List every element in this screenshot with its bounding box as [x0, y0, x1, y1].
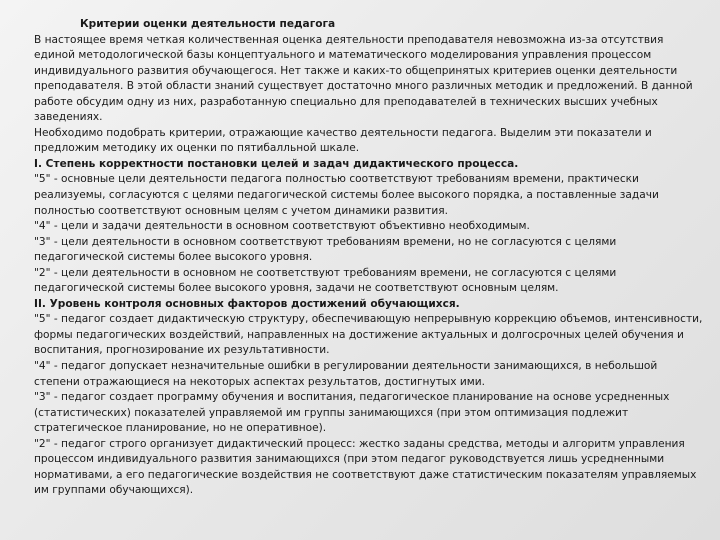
intro-paragraph: Необходимо подобрать критерии, отражающие качество деятельности педагога. Выделим эти показатели и предложим методику их оценки по пятибалльной шкале. — [34, 126, 652, 155]
criterion-item: "3" - педагог создает программу обучения и воспитания, педагогическое планирование на основе усредненных (статистических) показателей управляемой им группы занимающихся (при этом оптимизация подлежит стратегическое планирование, но не оперативное). — [34, 391, 670, 435]
document-title: Критерии оценки деятельности педагога — [80, 18, 336, 30]
criterion-item: "4" - цели и задачи деятельности в основном соответствуют объективно необходимым. — [34, 220, 530, 233]
criterion-item: "2" - педагог строго организует дидактический процесс: жестко заданы средства, методы и алгоритм управления процессом индивидуального развития занимающихся (при этом педагог руководствуется лишь усредненными нормативами, а его педагогические воздействия не соответствуют даже статистическим показателям управляемых им группами обучающихся). — [34, 437, 697, 497]
criterion-item: "2" - цели деятельности в основном не соответствуют требованиям времени, не согласуются с целями педагогической системы более высокого уровня, задачи не соответствуют основным целям. — [34, 266, 617, 295]
section-heading: II. Уровень контроля основных факторов достижений обучающихся. — [34, 297, 460, 310]
criterion-item: "3" - цели деятельности в основном соответствуют требованиям времени, но не согласуются с целями педагогической системы более высокого уровня. — [34, 235, 617, 264]
criterion-item: "4" - педагог допускает незначительные ошибки в регулировании деятельности занимающихся, в небольшой степени отражающиеся на некоторых аспектах результатов, достигнутых ими. — [34, 360, 658, 388]
section-heading: I. Степень корректности постановки целей и задач дидактического процесса. — [34, 157, 519, 170]
document-body — [34, 17, 704, 499]
criterion-item: "5" - основные цели деятельности педагога полностью соответствуют требованиям времени, практически реализуемы, согласуются с целями педагогической системы более высокого порядка, а поставленные задачи полностью соответствуют основным целям с учетом динамики развития. — [34, 173, 659, 217]
intro-paragraph: В настоящее время четкая количественная оценка деятельности преподавателя невозможна из-за отсутствия единой методологической базы концептуального и математического моделирования управления процессом индивидуального развития обучающегося. Нет также и каких-то общепринятых критериев оценки деятельности преподавателя. В этой области знаний существует достаточно много различных методик и предложений. В данной работе обсудим одну из них, разработанную специально для преподавателей в технических высших учебных заведениях. — [34, 33, 693, 124]
criterion-item: "5" - педагог создает дидактическую структуру, обеспечивающую непрерывную коррекцию объемов, интенсивности, формы педагогических воздействий, направленных на достижение актуальных и долгосрочных целей обучения и воспитания, прогнозирование их результативности. — [34, 313, 703, 357]
